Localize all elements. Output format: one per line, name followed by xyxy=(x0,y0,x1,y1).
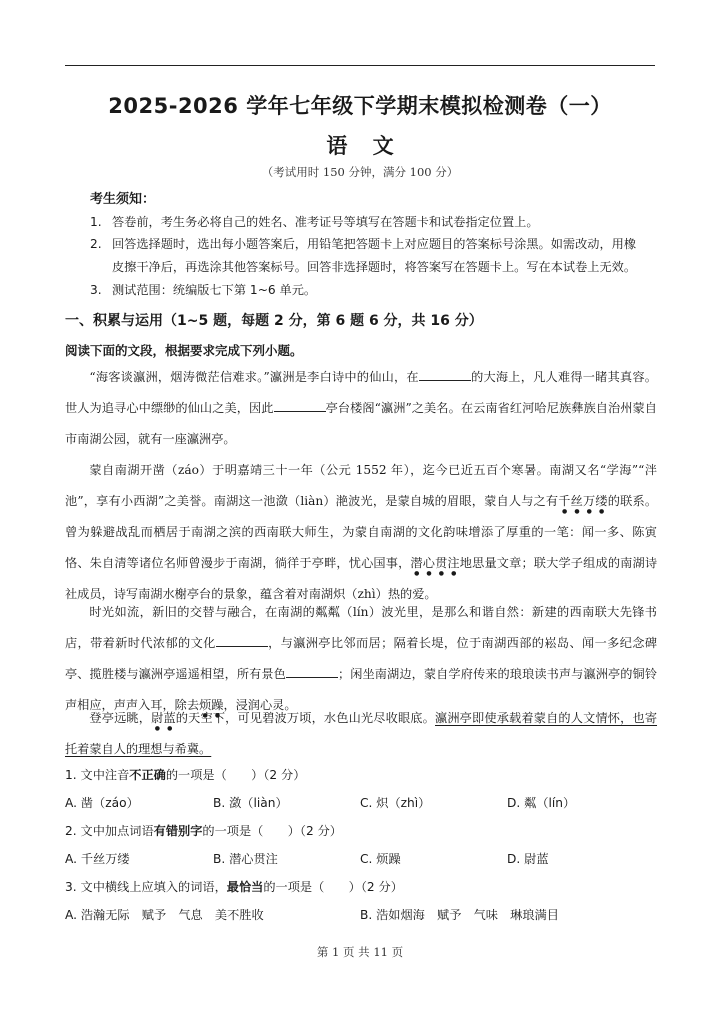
page-footer: 第 1 页 共 11 页 xyxy=(316,945,404,959)
option-a[interactable]: A. 凿（záo） xyxy=(65,796,139,810)
question-1 xyxy=(65,766,305,783)
question-emphasis: 最恰当 xyxy=(226,880,264,894)
option-c[interactable]: C. 炽（zhì） xyxy=(360,796,431,810)
option-b[interactable]: B. 浩如烟海 赋予 气味 琳琅满目 xyxy=(360,908,559,922)
notice-item xyxy=(90,233,660,255)
dotted-word: 烦躁 xyxy=(199,698,224,712)
notice-item-continuation xyxy=(90,256,682,278)
option-c[interactable]: C. 烦躁 xyxy=(360,852,401,866)
exam-title: 2025-2026 学年七年级下学期末模拟检测卷（一） xyxy=(108,94,612,118)
notice-item-text: 测试范围：统编版七下第 1~6 单元。 xyxy=(112,283,317,297)
exam-timing: （考试用时 150 分钟，满分 100 分） xyxy=(261,165,459,179)
question-text: 的一项是（ ）（2 分） xyxy=(263,880,403,894)
option-a[interactable]: A. 浩瀚无际 赋予 气息 美不胜收 xyxy=(65,908,264,922)
passage-text: 地思量文章；联大学子组成的南湖诗社成员，诗写南湖水榭亭台的景象，蕴含着对南湖炽（zhì）热的爱。 xyxy=(65,556,658,601)
question-text: 的一项是（ ）（2 分） xyxy=(165,768,306,782)
notice-item-text: 答卷前，考生务必将自己的姓名、准考证号等填写在答题卡和试卷指定位置上。 xyxy=(112,215,539,229)
dotted-word: 尉蓝 xyxy=(151,711,176,725)
notice-item-num: 3. xyxy=(90,283,102,297)
option-b[interactable]: B. 潋（liàn） xyxy=(213,796,288,810)
underlined-sentence: 瀛洲亭即使承载着蒙自的人文情怀，也寄托着蒙自人的理想与希冀。 xyxy=(65,711,658,756)
section-heading: 一、积累与运用（1~5 题，每题 2 分，第 6 题 6 分，共 16 分） xyxy=(65,313,483,329)
notice-item-num: 2. xyxy=(90,237,102,251)
question-3 xyxy=(65,878,403,895)
dotted-word: 潜心贯注 xyxy=(410,556,460,570)
question-2 xyxy=(65,822,342,839)
passage-text: 登亭远眺， xyxy=(89,711,152,725)
passage-paragraph-4 xyxy=(65,703,657,765)
passage-text: 时光如流，新旧的交替与融合，在南湖的粼粼（lín）波光里，是那么和谐自然：新建的西南联大先锋书店，带着新时代浓郁的文化 xyxy=(65,605,657,650)
question-emphasis: 不正确 xyxy=(129,768,166,782)
passage-text: ，浸润心灵。 xyxy=(223,698,297,712)
option-d[interactable]: D. 粼（lín） xyxy=(507,796,576,810)
question-emphasis: 有错别字 xyxy=(153,824,203,838)
passage-text: 的大海上，凡人难得一睹其真容。世人为追寻心中缥缈的仙山之美，因此 xyxy=(65,370,657,415)
subject-title: 语 文 xyxy=(326,134,394,158)
fill-blank xyxy=(274,399,326,412)
fill-blank xyxy=(286,665,338,678)
fill-blank xyxy=(216,634,268,647)
passage-paragraph-2 xyxy=(65,455,657,610)
question-text: 3. 文中横线上应填入的词语， xyxy=(65,880,227,894)
passage-text: ；闲坐南湖边，蒙自学府传来的琅琅读书声与瀛洲亭的铜铃声相应，声声入耳，除去 xyxy=(65,667,658,712)
notice-item-num: 1. xyxy=(90,215,102,229)
top-rule xyxy=(65,65,655,66)
question-text: 2. 文中加点词语 xyxy=(65,824,154,838)
passage-text: 亭台楼阁“瀛洲”之美名。在云南省红河哈尼族彝族自治州蒙自市南湖公园，就有一座瀛洲亭。 xyxy=(65,401,657,446)
passage-paragraph-1 xyxy=(65,362,657,455)
notice-item-text: 皮擦干净后，再选涂其他答案标号。回答非选择题时，将答案写在答题卡上。写在本试卷上无效。 xyxy=(112,260,637,274)
fill-blank xyxy=(419,368,471,381)
dotted-word: 千丝万缕 xyxy=(558,494,608,508)
notice-item xyxy=(90,211,660,233)
notice-item xyxy=(90,279,660,301)
notice-item-text: 回答选择题时，选出每小题答案后，用铅笔把答题卡上对应题目的答案标号涂黑。如需改动，用橡 xyxy=(112,237,637,251)
passage-text: 蒙自南湖开凿（záo）于明嘉靖三十一年（公元 1552 年），迄今已近五百个寒暑。南湖又名“学海”“泮池”，享有小西湖”之美誉。南湖这一池潋（liàn）滟波光，是蒙自城的眉眼，蒙自人与之有 xyxy=(65,463,657,508)
passage-text: ，与瀛洲亭比邻而居；隔着长堤，位于南湖西部的崧岛、闻一多纪念碑亭、揽胜楼与瀛洲亭遥遥相望，所有景色 xyxy=(65,636,658,681)
question-text: 的一项是（ ）（2 分） xyxy=(202,824,342,838)
reading-instruction: 阅读下面的文段，根据要求完成下列小题。 xyxy=(65,343,303,358)
question-text: 1. 文中注音 xyxy=(65,768,130,782)
passage-text: “海客谈瀛洲，烟涛微茫信难求。”瀛洲是李白诗中的仙山，在 xyxy=(89,370,419,384)
passage-text: 的天空下，可见碧波万顷，水色山光尽收眼底。 xyxy=(175,711,435,725)
option-a[interactable]: A. 千丝万缕 xyxy=(65,852,130,866)
passage-text: 的联系。曾为躲避战乱而栖居于南湖之滨的西南联大师生，为蒙自南湖的文化韵味增添了厚重的一笔：闻一多、陈寅恪、朱自清等诸位名师曾漫步于南湖，徜徉于亭畔，忧心国事， xyxy=(65,494,658,570)
option-b[interactable]: B. 潜心贯注 xyxy=(213,852,278,866)
notice-heading: 考生须知： xyxy=(90,192,156,207)
option-d[interactable]: D. 尉蓝 xyxy=(507,852,549,866)
